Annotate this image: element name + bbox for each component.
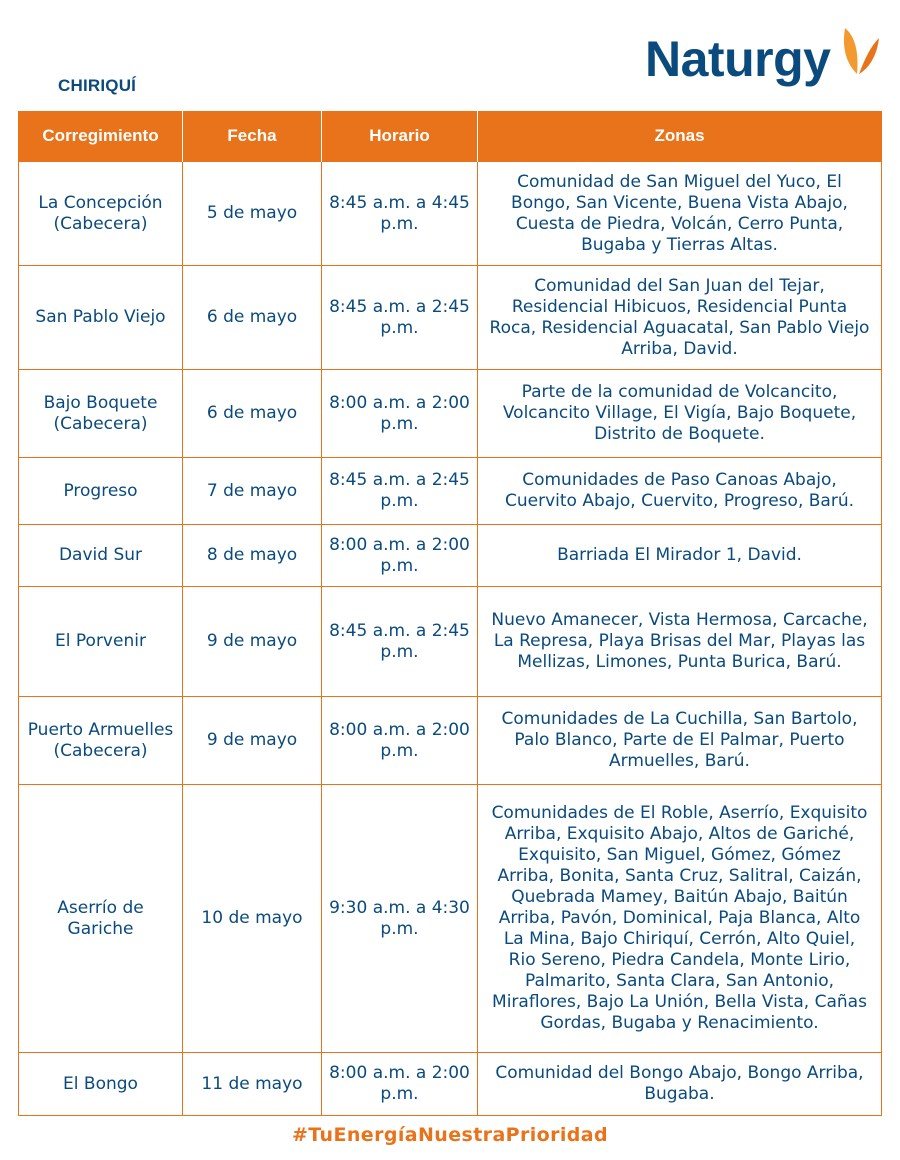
horario-cell: 8:45 a.m. a 4:45 p.m. (322, 162, 478, 266)
column-header-zonas: Zonas (478, 111, 882, 162)
table-row (19, 525, 882, 587)
table-row (19, 162, 882, 266)
fecha-cell: 7 de mayo (183, 458, 322, 525)
campaign-hashtag: #TuEnergíaNuestraPrioridad (291, 1124, 609, 1146)
zonas-cell: Nuevo Amanecer, Vista Hermosa, Carcache, La Represa, Playa Brisas del Mar, Playas las Mellizas, Limones, Punta Burica, Barú. (478, 587, 882, 697)
table-row (19, 370, 882, 458)
table-row (19, 458, 882, 525)
zonas-cell: Parte de la comunidad de Volcancito, Volcancito Village, El Vigía, Bajo Boquete, Distrito de Boquete. (478, 370, 882, 458)
horario-cell: 8:00 a.m. a 2:00 p.m. (322, 1053, 478, 1116)
corregimiento-cell: El Bongo (19, 1053, 183, 1116)
horario-cell: 8:45 a.m. a 2:45 p.m. (322, 587, 478, 697)
fecha-cell: 10 de mayo (183, 785, 322, 1053)
fecha-cell: 11 de mayo (183, 1053, 322, 1116)
corregimiento-cell: Aserrío de Gariche (19, 785, 183, 1053)
region-title: CHIRIQUÍ (58, 76, 137, 95)
column-header-corregimiento: Corregimiento (19, 111, 183, 162)
table-row (19, 587, 882, 697)
fecha-cell: 9 de mayo (183, 697, 322, 785)
table-row (19, 785, 882, 1053)
column-header-fecha: Fecha (183, 111, 322, 162)
schedule-table (18, 111, 882, 1116)
zonas-cell: Barriada El Mirador 1, David. (478, 525, 882, 587)
horario-cell: 8:00 a.m. a 2:00 p.m. (322, 370, 478, 458)
corregimiento-cell: San Pablo Viejo (19, 266, 183, 370)
horario-cell: 8:45 a.m. a 2:45 p.m. (322, 266, 478, 370)
zonas-cell: Comunidad del San Juan del Tejar, Residencial Hibicuos, Residencial Punta Roca, Residencial Aguacatal, San Pablo Viejo Arriba, David. (478, 266, 882, 370)
corregimiento-cell: El Porvenir (19, 587, 183, 697)
fecha-cell: 6 de mayo (183, 370, 322, 458)
brand-name: Naturgy (645, 31, 831, 87)
corregimiento-cell: Puerto Armuelles (Cabecera) (19, 697, 183, 785)
corregimiento-cell: Progreso (19, 458, 183, 525)
table-header-row (19, 111, 882, 162)
butterfly-icon (835, 26, 881, 78)
table-row (19, 1053, 882, 1116)
table-row (19, 697, 882, 785)
zonas-cell: Comunidades de Paso Canoas Abajo, Cuervito Abajo, Cuervito, Progreso, Barú. (478, 458, 882, 525)
fecha-cell: 8 de mayo (183, 525, 322, 587)
corregimiento-cell: Bajo Boquete (Cabecera) (19, 370, 183, 458)
table-row (19, 266, 882, 370)
corregimiento-cell: La Concepción (Cabecera) (19, 162, 183, 266)
horario-cell: 8:45 a.m. a 2:45 p.m. (322, 458, 478, 525)
horario-cell: 9:30 a.m. a 4:30 p.m. (322, 785, 478, 1053)
zonas-cell: Comunidades de El Roble, Aserrío, Exquisito Arriba, Exquisito Abajo, Altos de Gariché, Exquisito, San Miguel, Gómez, Gómez Arriba, Bonita, Santa Cruz, Salitral, Caizán, Quebrada Mamey, Baitún Abajo, Baitún Arriba, Pavón, Dominical, Paja Blanca, Alto La Mina, Bajo Chiriquí, Cerrón, Alto Quiel, Rio Sereno, Piedra Candela, Monte Lirio, Palmarito, Santa Clara, San Antonio, Miraflores, Bajo La Unión, Bella Vista, Cañas Gordas, Bugaba y Renacimiento. (478, 785, 882, 1053)
zonas-cell: Comunidad de San Miguel del Yuco, El Bongo, San Vicente, Buena Vista Abajo, Cuesta de Piedra, Volcán, Cerro Punta, Bugaba y Tierras Altas. (478, 162, 882, 266)
zonas-cell: Comunidad del Bongo Abajo, Bongo Arriba, Bugaba. (478, 1053, 882, 1116)
horario-cell: 8:00 a.m. a 2:00 p.m. (322, 697, 478, 785)
fecha-cell: 6 de mayo (183, 266, 322, 370)
fecha-cell: 5 de mayo (183, 162, 322, 266)
fecha-cell: 9 de mayo (183, 587, 322, 697)
zonas-cell: Comunidades de La Cuchilla, San Bartolo, Palo Blanco, Parte de El Palmar, Puerto Armuelles, Barú. (478, 697, 882, 785)
brand-logo (645, 26, 885, 96)
column-header-horario: Horario (322, 111, 478, 162)
corregimiento-cell: David Sur (19, 525, 183, 587)
horario-cell: 8:00 a.m. a 2:00 p.m. (322, 525, 478, 587)
